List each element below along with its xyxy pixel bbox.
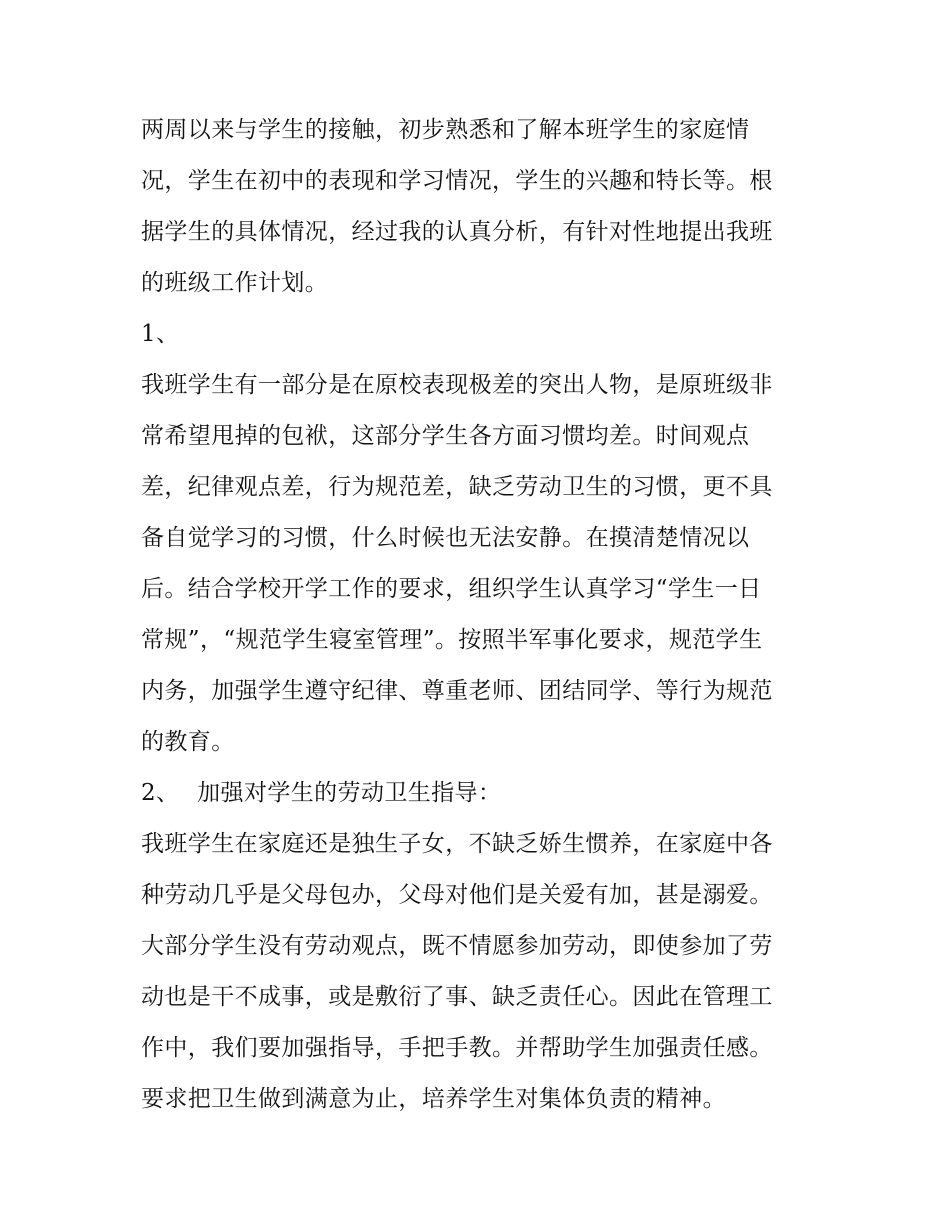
paragraph-line: 备自觉学习的习惯，什么时候也无法安静。在摸清楚情况以 xyxy=(141,525,750,551)
paragraph-line: 两周以来与学生的接触，初步熟悉和了解本班学生的家庭情 xyxy=(141,117,750,143)
paragraph-line: 常规”，“规范学生寝室管理”。按照半军事化要求，规范学生 xyxy=(141,627,763,653)
paragraph-line: 作中，我们要加强指导，手把手教。并帮助学生加强责任感。 xyxy=(141,1035,773,1061)
paragraph-line: 常希望甩掉的包袱，这部分学生各方面习惯均差。时间观点 xyxy=(141,423,750,449)
document-body xyxy=(141,105,821,1125)
paragraph-line: 要求把卫生做到满意为止，培养学生对集体负责的精神。 xyxy=(141,1086,726,1112)
paragraph-line: 况，学生在初中的表现和学习情况，学生的兴趣和特长等。根 xyxy=(141,168,773,194)
paragraph-line: 的班级工作计划。 xyxy=(141,270,329,296)
paragraph-line: 动也是干不成事，或是敷衍了事、缺乏责任心。因此在管理工 xyxy=(141,984,773,1010)
paragraph-line: 我班学生在家庭还是独生子女，不缺乏娇生惯养，在家庭中各 xyxy=(141,831,773,857)
paragraph-line: 的教育。 xyxy=(141,729,235,755)
paragraph-line: 内务，加强学生遵守纪律、尊重老师、团结同学、等行为规范 xyxy=(141,678,773,704)
paragraph-line: 据学生的具体情况，经过我的认真分析，有针对性地提出我班 xyxy=(141,219,773,245)
section-heading-1: 1、 xyxy=(141,321,180,347)
paragraph-line: 后。结合学校开学工作的要求，组织学生认真学习“学生一日 xyxy=(141,576,762,602)
paragraph-line: 种劳动几乎是父母包办，父母对他们是关爱有加，甚是溺爱。 xyxy=(141,882,773,908)
paragraph-line: 大部分学生没有劳动观点，既不情愿参加劳动，即使参加了劳 xyxy=(141,933,773,959)
paragraph-line: 我班学生有一部分是在原校表现极差的突出人物，是原班级非 xyxy=(141,372,773,398)
paragraph-line: 差，纪律观点差，行为规范差，缺乏劳动卫生的习惯，更不具 xyxy=(141,474,773,500)
section-heading-2: 2、 加强对学生的劳动卫生指导： xyxy=(141,780,502,806)
